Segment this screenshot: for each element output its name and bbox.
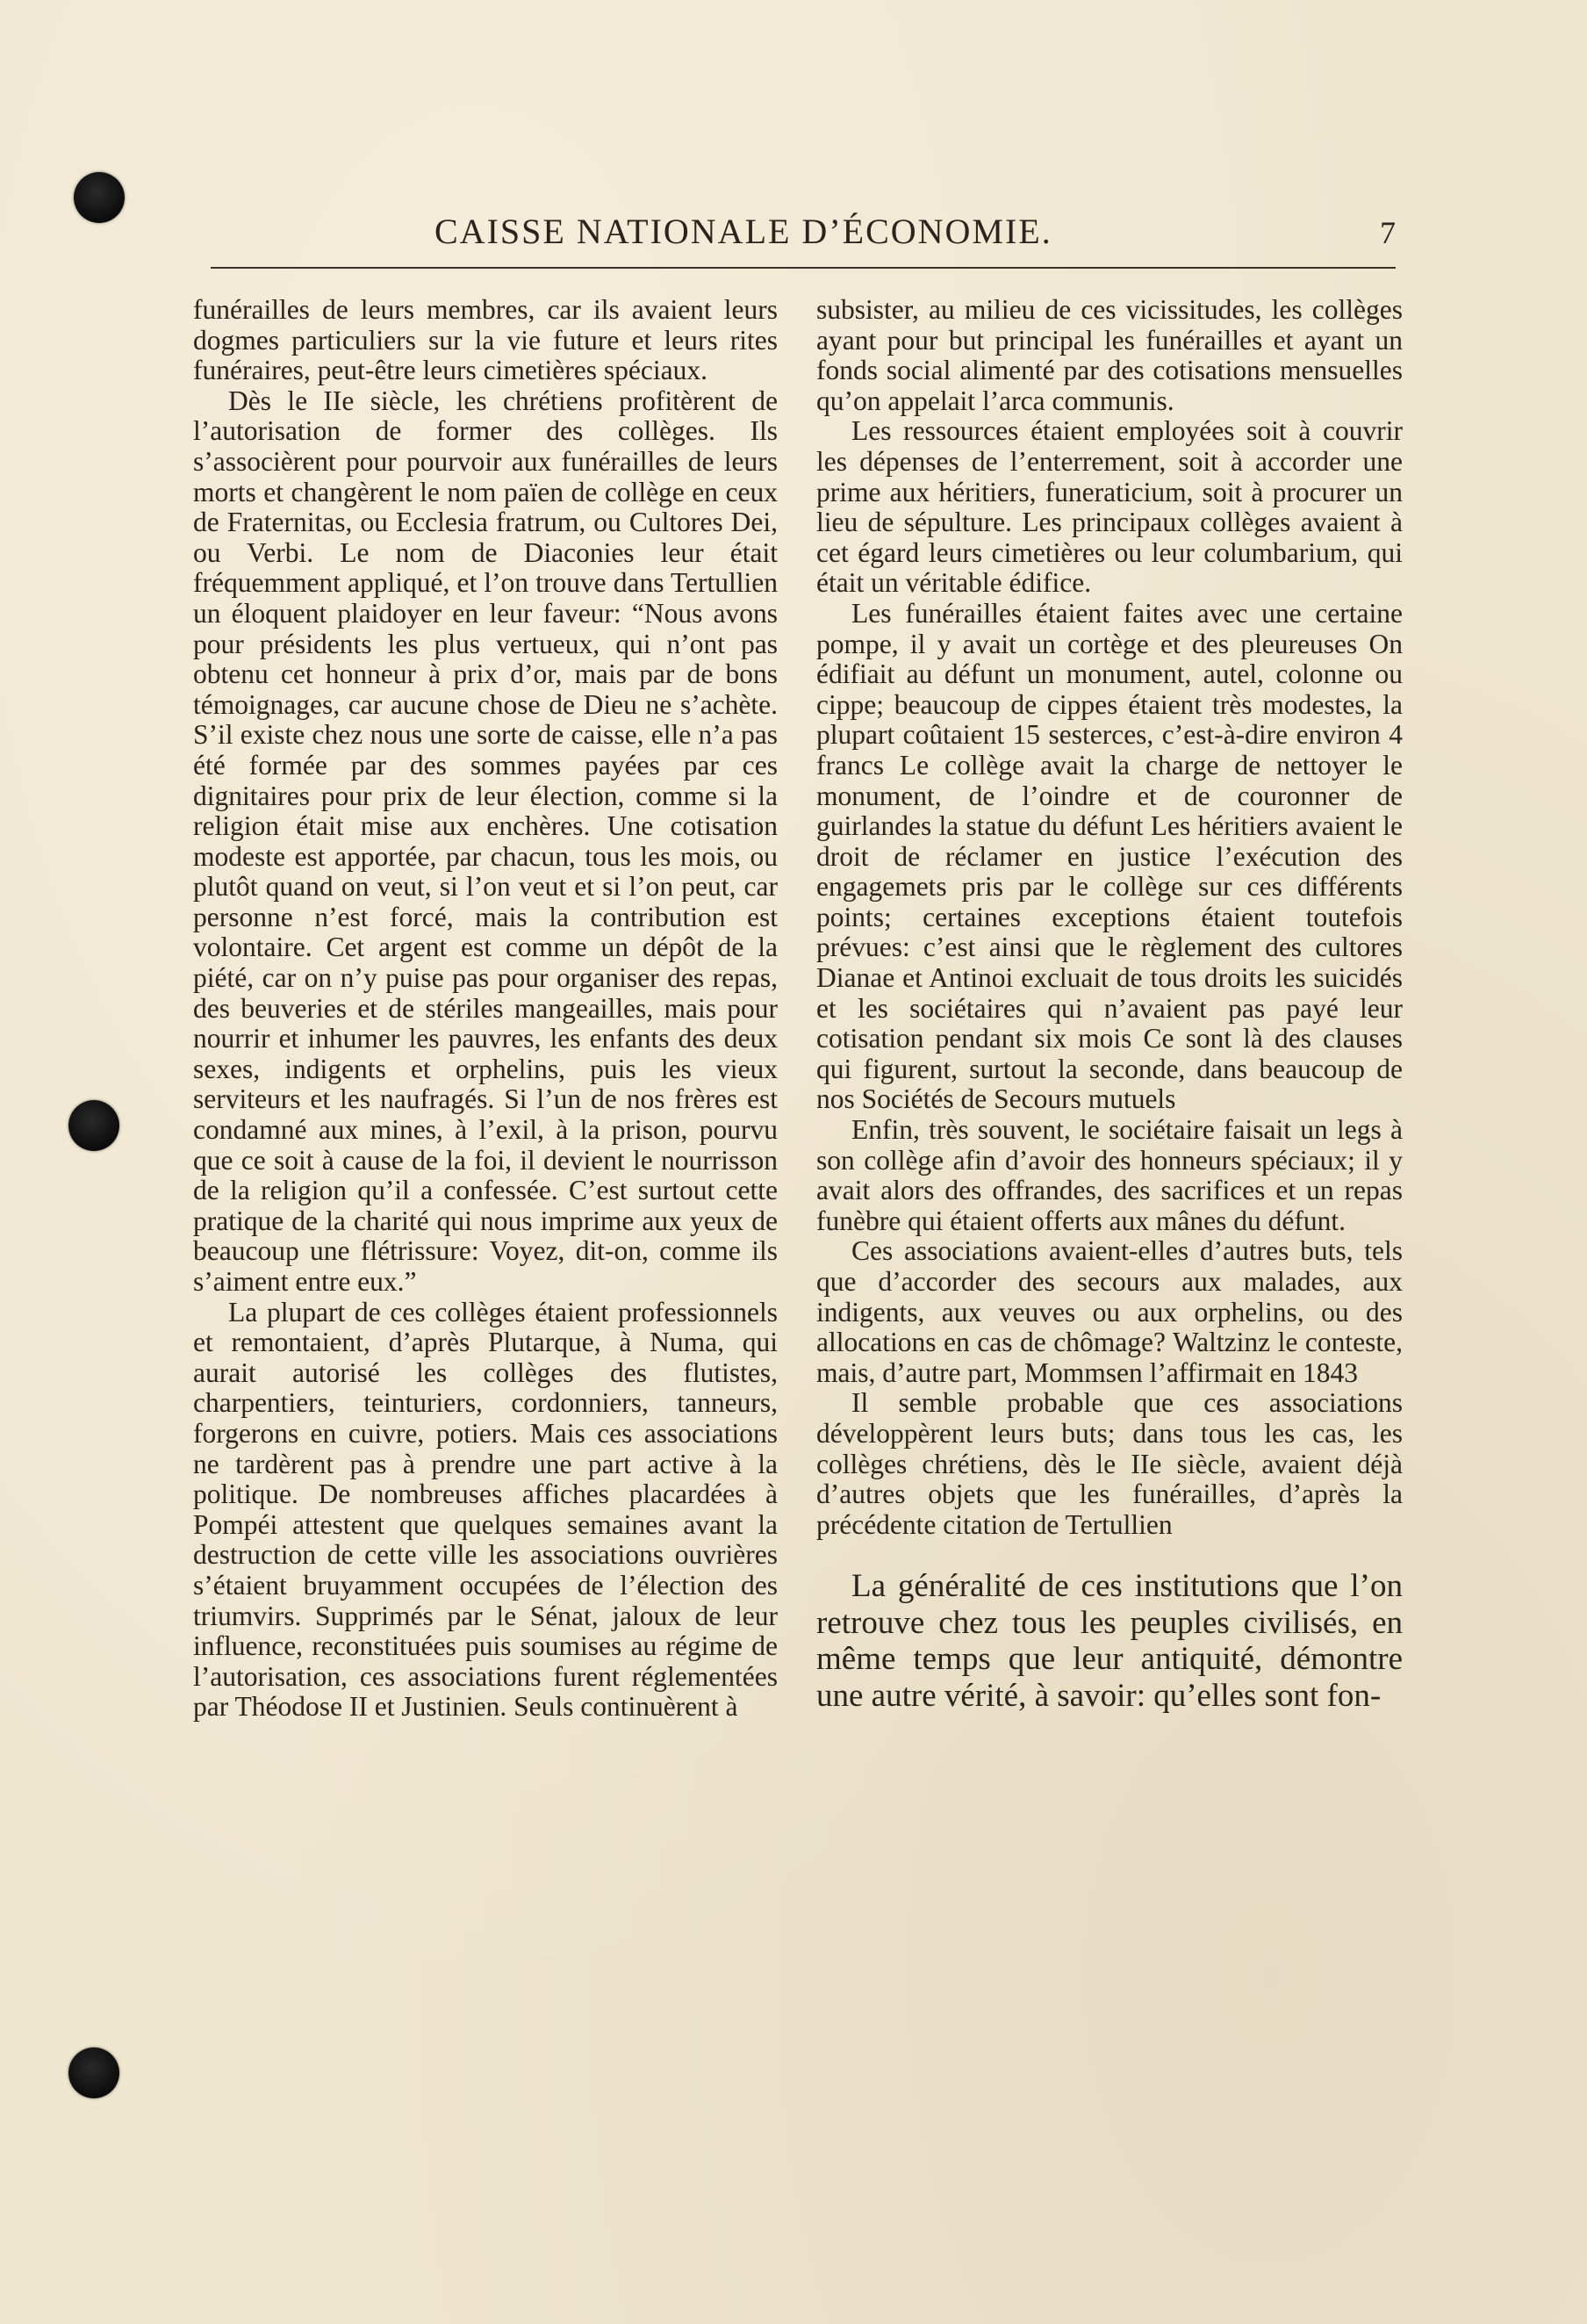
- running-title: CAISSE NATIONALE D’ÉCONOMIE.: [434, 212, 1052, 251]
- right-column: [816, 295, 1403, 1714]
- paragraph: Dès le IIe siècle, les chrétiens profitèrent de l’autorisation de former des collèges. Ils s’associèrent pour pourvoir aux funérailles de leurs morts et changèrent le nom païen de collège en ceux de Fraternitas, ou Ecclesia fratrum, ou Cultores Dei, ou Verbi. Le nom de Diaconies leur était fréquemment appliqué, et l’on trouve dans Tertullien un éloquent plaidoyer en leur faveur: “Nous avons pour présidents les plus vertueux, qui n’ont pas obtenu cet honneur à prix d’or, mais par de bons témoignages, car aucune chose de Dieu ne s’achète. S’il existe chez nous une sorte de caisse, elle n’a pas été formée par des sommes payées par ces dignitaires pour prix de leur élection, comme si la religion était mise aux enchères. Une cotisation modeste est apportée, par chacun, tous les mois, ou plutôt quand on veut, si l’on veut et si l’on peut, car personne n’est forcé, mais la contribution est volontaire. Cet argent est comme un dépôt de la piété, car on n’y puise pas pour organiser des repas, des beuveries et de stériles mangeailles, mais pour nourrir et inhumer les pauvres, les enfants des deux sexes, indigents et orphelins, puis les vieux serviteurs et les naufragés. Si l’un de nos frères est condamné aux mines, à l’exil, à la prison, pourvu que ce soit à cause de la foi, il devient le nourrisson de la religion qu’il a confessée. C’est surtout cette pratique de la charité qui nous imprime aux yeux de beaucoup une flétrissure: Voyez, dit-on, comme ils s’aiment entre eux.”: [193, 385, 778, 1297]
- paragraph: funérailles de leurs membres, car ils avaient leurs dogmes particuliers sur la vie future et leurs rites funéraires, peut-être leurs cimetières spéciaux.: [193, 294, 778, 386]
- page-header: [211, 211, 1396, 263]
- paragraph: Il semble probable que ces associations développèrent leurs buts; dans tous les cas, les collèges chrétiens, dès le IIe siècle, avaient déjà d’autres objets que les funérailles, d’après la précédente citation de Tertullien: [816, 1387, 1403, 1540]
- page-number: 7: [1380, 215, 1396, 250]
- large-paragraph: La généralité de ces institutions que l’on retrouve chez tous les peuples civilisés, en même temps que leur antiquité, démontre une autre vérité, à savoir: qu’elles sont fon-: [816, 1568, 1403, 1714]
- paragraph: Les funérailles étaient faites avec une certaine pompe, il y avait un cortège et des pleureuses On édifiait au défunt un monument, autel, colonne ou cippe; beaucoup de cippes étaient très modestes, la plupart coûtaient 15 sesterces, c’est-à-dire environ 4 francs Le collège avait la charge de nettoyer le monument, de l’oindre et de couronner de guirlandes la statue du défunt Les héritiers avaient le droit de réclamer en justice l’exécution des engagemets pris par le collège sur ces différents points; certaines exceptions étaient toutefois prévues: c’est ainsi que le règlement des cultores Dianae et Antinoi excluait de tous droits les suicidés et les sociétaires qui n’avaient pas payé leur cotisation pendant six mois Ce sont là des clauses qui figurent, surtout la seconde, dans beaucoup de nos Sociétés de Secours mutuels: [816, 597, 1403, 1115]
- paragraph: La plupart de ces collèges étaient professionnels et remontaient, d’après Plutarque, à Numa, qui aurait autorisé les collèges des flutistes, charpentiers, teinturiers, cordonniers, tanneurs, forgerons en cuivre, potiers. Mais ces associations ne tardèrent pas à prendre une part active à la politique. De nombreuses affiches placardées à Pompéi attestent que quelques semaines avant la destruction de cette ville les associations ouvrières s’étaient bruyamment occupées de l’élection des triumvirs. Supprimés par le Sénat, jaloux de leur influence, reconstituées puis soumises au régime de l’autorisation, ces associations furent réglementées par Théodose II et Justinien. Seuls continuèrent à: [193, 1296, 778, 1723]
- binder-hole-middle: [68, 1100, 119, 1151]
- binder-hole-top: [74, 172, 125, 223]
- paragraph: Ces associations avaient-elles d’autres buts, tels que d’accorder des secours aux malades, aux indigents, aux veuves ou aux orphelins, ou des allocations en cas de chômage? Waltzinz le conteste, mais, d’autre part, Mommsen l’affirmait en 1843: [816, 1235, 1403, 1388]
- left-column: [193, 295, 778, 1723]
- paragraph: subsister, au milieu de ces vicissitudes, les collèges ayant pour but principal les funérailles et ayant un fonds social alimenté par des cotisations mensuelles qu’on appelait l’arca communis.: [816, 294, 1403, 416]
- paragraph: Enfin, très souvent, le sociétaire faisait un legs à son collège afin d’avoir des honneurs spéciaux; il y avait alors des offrandes, des sacrifices et un repas funèbre qui étaient offerts aux mânes du défunt.: [816, 1114, 1403, 1236]
- header-rule: [211, 267, 1396, 269]
- paragraph: Les ressources étaient employées soit à couvrir les dépenses de l’enterrement, soit à accorder une prime aux héritiers, funeraticium, soit à procurer un lieu de sépulture. Les principaux collèges avaient à cet égard leurs cimetières ou leur columbarium, qui était un véritable édifice.: [816, 415, 1403, 599]
- binder-hole-bottom: [68, 2047, 119, 2098]
